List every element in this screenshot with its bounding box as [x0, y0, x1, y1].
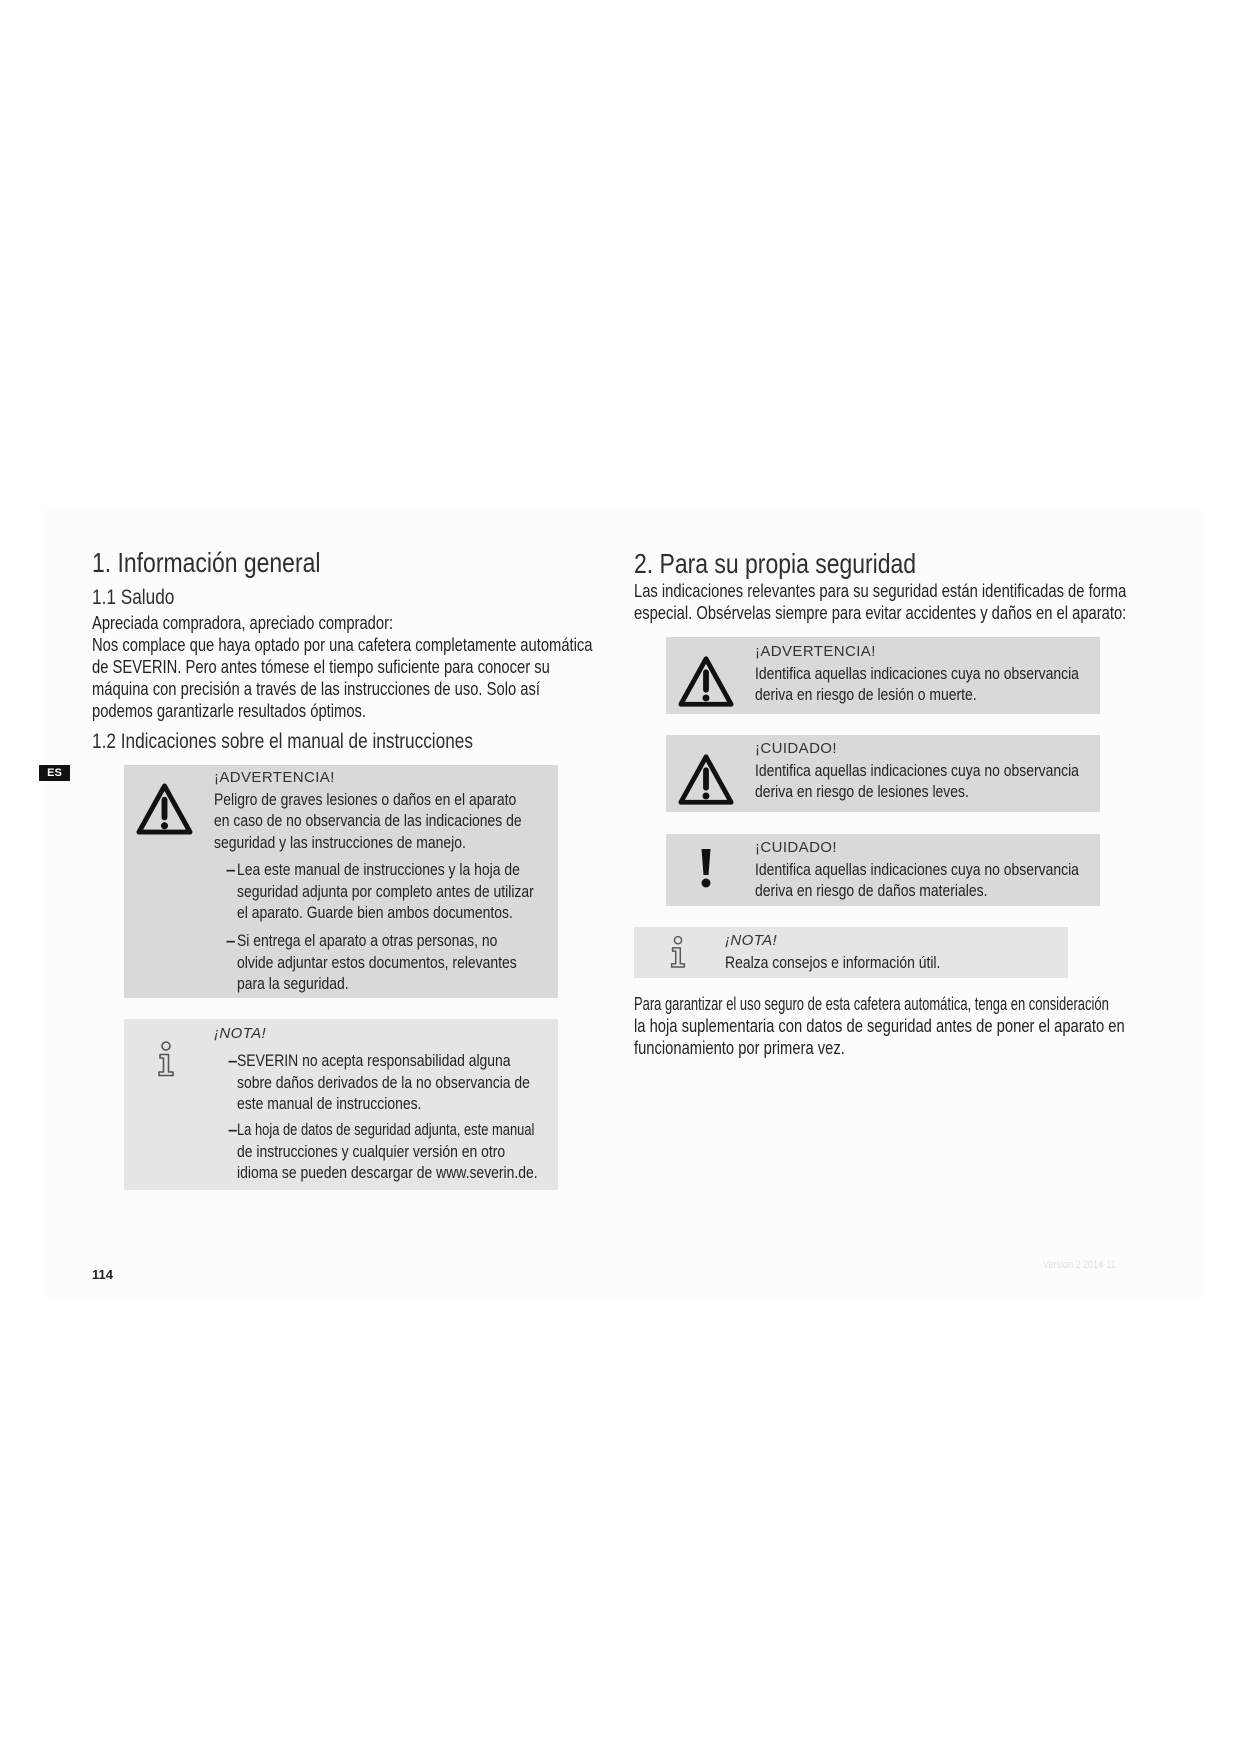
warning-line: seguridad y las instrucciones de manejo. — [214, 832, 466, 852]
paragraph-line: podemos garantizarle resultados óptimos. — [92, 701, 367, 721]
paragraph-line: Las indicaciones relevantes para su seguridad están identificadas de forma — [634, 581, 1127, 601]
signal-box-warning — [666, 637, 1100, 714]
list-dash: – — [226, 931, 236, 950]
signal-line: Identifica aquellas indicaciones cuya no observancia — [755, 760, 1079, 780]
signal-heading: ¡CUIDADO! — [755, 839, 837, 856]
signal-line: Identifica aquellas indicaciones cuya no observancia — [755, 859, 1079, 879]
language-tab: ES — [39, 765, 70, 781]
list-item-line: el aparato. Guarde bien ambos documentos. — [237, 903, 513, 922]
warning-text — [214, 767, 589, 853]
signal-line: Realza consejos e información útil. — [725, 952, 941, 972]
signal-box-note — [634, 927, 1068, 978]
signal-box-text — [755, 641, 1150, 706]
warning-triangle-icon — [677, 654, 735, 710]
paragraph-line: especial. Obsérvelas siempre para evitar accidentes y daños en el aparato: — [634, 603, 1127, 623]
signal-line: Identifica aquellas indicaciones cuya no observancia — [755, 663, 1079, 683]
list-item-line: sobre daños derivados de la no observancia de — [237, 1072, 530, 1092]
list-dash: – — [228, 1051, 238, 1070]
paragraph-line: Apreciada compradora, apreciado comprador: — [92, 613, 394, 633]
signal-box-text — [725, 930, 988, 973]
safety-intro-paragraph — [634, 580, 1234, 624]
list-item-line: SEVERIN no acepta responsabilidad alguna — [237, 1051, 511, 1070]
list-dash: – — [228, 1120, 238, 1139]
paragraph-line: la hoja suplementaria con datos de seguridad antes de poner el aparato en — [634, 1016, 1125, 1036]
note-box — [124, 1019, 558, 1190]
subsection-1-2-title: 1.2 Indicaciones sobre el manual de instrucciones — [92, 730, 473, 753]
list-item-line: este manual de instrucciones. — [237, 1094, 422, 1113]
signal-heading: ¡NOTA! — [725, 932, 778, 949]
warning-line: en caso de no observancia de las indicaciones de — [214, 811, 522, 830]
paragraph-line: Para garantizar el uso seguro de esta cafetera automática, tenga en consideración — [634, 994, 1109, 1014]
paragraph-line: funcionamiento por primera vez. — [634, 1038, 845, 1058]
warning-heading: ¡ADVERTENCIA! — [214, 769, 335, 786]
list-item-line: de instrucciones y cualquier versión en otro — [237, 1141, 506, 1161]
list-dash: – — [226, 860, 236, 879]
signal-box-text — [755, 738, 1150, 803]
list-item-line: idioma se pueden descargar de www.severin.de. — [237, 1163, 538, 1182]
list-item-line: olvide adjuntar estos documentos, relevantes — [237, 952, 517, 972]
list-item-line: Lea este manual de instrucciones y la hoja de — [237, 860, 520, 879]
warning-triangle-icon — [677, 752, 735, 808]
section-1-title: 1. Información general — [92, 547, 321, 578]
signal-heading: ¡ADVERTENCIA! — [755, 643, 876, 660]
signal-box-material-damage — [666, 834, 1100, 906]
signal-line: deriva en riesgo de lesiones leves. — [755, 782, 969, 801]
warning-box — [124, 765, 558, 998]
list-item-line: Si entrega el aparato a otras personas, no — [237, 931, 498, 950]
info-icon — [668, 934, 688, 970]
note-heading: ¡NOTA! — [214, 1025, 267, 1042]
warning-triangle-icon — [135, 782, 194, 837]
list-item-line: seguridad adjunta por completo antes de utilizar — [237, 881, 534, 901]
list-item-line: La hoja de datos de seguridad adjunta, este manual — [237, 1120, 535, 1139]
page-number: 114 — [92, 1267, 113, 1282]
subsection-1-1-title: 1.1 Saludo — [92, 586, 175, 609]
signal-line: deriva en riesgo de daños materiales. — [755, 881, 988, 900]
paragraph-line: máquina con precisión a través de las instrucciones de uso. Solo así — [92, 679, 540, 699]
greeting-paragraph — [92, 612, 702, 722]
exclamation-icon — [699, 848, 713, 888]
paragraph-line: de SEVERIN. Pero antes tómese el tiempo suficiente para conocer su — [92, 657, 550, 677]
signal-box-text — [755, 837, 1150, 902]
signal-heading: ¡CUIDADO! — [755, 740, 837, 757]
signal-box-caution — [666, 735, 1100, 812]
info-icon — [155, 1041, 177, 1077]
signal-line: deriva en riesgo de lesión o muerte. — [755, 685, 977, 704]
footer-version: Version 2 2014-11 — [1043, 1259, 1116, 1271]
closing-paragraph — [634, 993, 1241, 1059]
warning-line: Peligro de graves lesiones o daños en el aparato — [214, 789, 517, 809]
section-2-title: 2. Para su propia seguridad — [634, 548, 917, 579]
list-item-line: para la seguridad. — [237, 974, 349, 993]
paragraph-line: Nos complace que haya optado por una cafetera completamente automática — [92, 635, 593, 655]
